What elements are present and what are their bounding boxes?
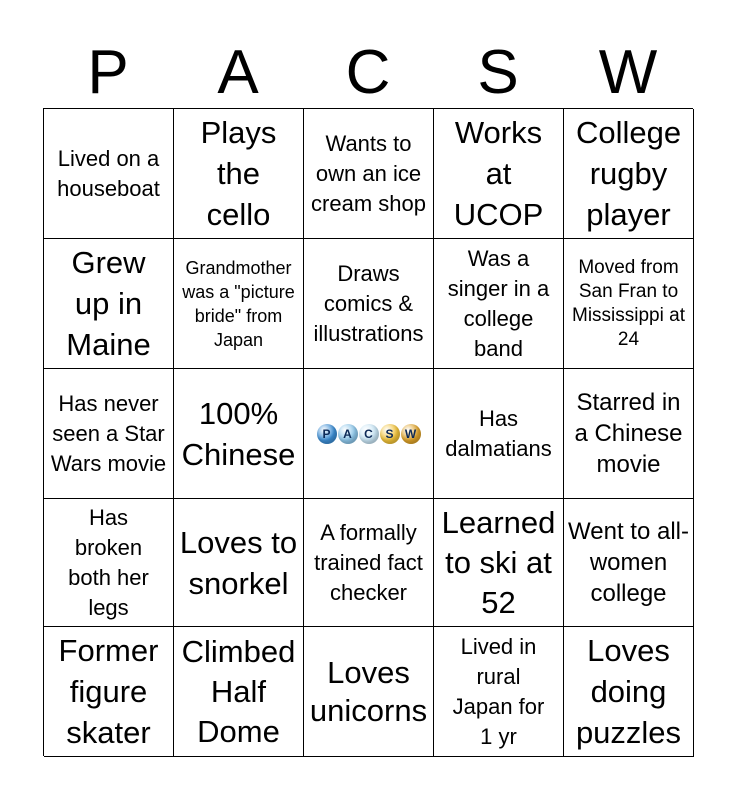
cell-text: 100% Chinese bbox=[181, 395, 296, 472]
cell-text: Works at UCOP bbox=[453, 115, 544, 232]
bingo-cell[interactable] bbox=[304, 627, 434, 757]
cell-text: Learned to ski at 52 bbox=[441, 504, 556, 620]
bingo-cell[interactable] bbox=[174, 499, 304, 627]
bingo-header bbox=[43, 38, 693, 108]
bingo-cell[interactable] bbox=[174, 109, 304, 239]
cell-text: Loves doing puzzles bbox=[575, 633, 682, 750]
header-letter-s: S bbox=[477, 38, 519, 107]
bingo-cell[interactable] bbox=[304, 239, 434, 369]
bingo-cell[interactable] bbox=[44, 369, 174, 499]
bingo-cell[interactable] bbox=[44, 627, 174, 757]
bingo-cell[interactable] bbox=[434, 627, 564, 757]
cell-text: Has never seen a Star Wars movie bbox=[50, 390, 167, 476]
logo-orb-c: C bbox=[359, 424, 379, 444]
bingo-board bbox=[43, 108, 693, 756]
header-letter-c: C bbox=[345, 38, 391, 107]
header-letter-a: A bbox=[217, 38, 259, 107]
free-space[interactable] bbox=[304, 369, 434, 499]
bingo-cell[interactable] bbox=[174, 239, 304, 369]
bingo-cell[interactable] bbox=[44, 499, 174, 627]
cell-text: Draws comics & illustrations bbox=[313, 260, 424, 346]
cell-text: Loves to snorkel bbox=[179, 524, 298, 601]
header-letter-p: P bbox=[87, 38, 129, 107]
cell-text: Starred in a Chinese movie bbox=[574, 389, 683, 478]
bingo-cell[interactable] bbox=[304, 109, 434, 239]
cell-text: Former figure skater bbox=[58, 633, 159, 750]
cell-text: Loves unicorns bbox=[309, 654, 428, 728]
header-letter-w: W bbox=[598, 38, 658, 107]
bingo-cell[interactable] bbox=[44, 109, 174, 239]
bingo-cell[interactable] bbox=[434, 499, 564, 627]
bingo-cell[interactable] bbox=[564, 239, 694, 369]
bingo-cell[interactable] bbox=[564, 499, 694, 627]
cell-text: Wants to own an ice cream shop bbox=[311, 130, 426, 216]
cell-text: Grew up in Maine bbox=[66, 245, 151, 362]
logo-orb-p: P bbox=[317, 424, 337, 444]
bingo-cell[interactable] bbox=[434, 369, 564, 499]
cell-text: Went to all-women college bbox=[568, 518, 689, 607]
bingo-cell[interactable] bbox=[44, 239, 174, 369]
cell-text: Lived in rural Japan for 1 yr bbox=[452, 633, 545, 749]
cell-text: A formally trained fact checker bbox=[314, 519, 423, 605]
bingo-cell[interactable] bbox=[174, 369, 304, 499]
pacsw-logo bbox=[317, 424, 421, 444]
bingo-cell[interactable] bbox=[174, 627, 304, 757]
bingo-cell[interactable] bbox=[564, 369, 694, 499]
bingo-cell[interactable] bbox=[564, 109, 694, 239]
bingo-cell[interactable] bbox=[434, 239, 564, 369]
cell-text: Plays the cello bbox=[200, 115, 277, 232]
cell-text: Lived on a houseboat bbox=[57, 145, 160, 201]
cell-text: College rugby player bbox=[575, 115, 682, 232]
logo-orb-w: W bbox=[401, 424, 421, 444]
logo-orb-s: S bbox=[380, 424, 400, 444]
cell-text: Has dalmatians bbox=[445, 405, 552, 461]
cell-text: Climbed Half Dome bbox=[181, 633, 296, 749]
bingo-cell[interactable] bbox=[304, 499, 434, 627]
cell-text: Grandmother was a "picture bride" from Japan bbox=[182, 257, 295, 350]
cell-text: Was a singer in a college band bbox=[447, 245, 550, 361]
cell-text: Has broken both her legs bbox=[68, 504, 149, 620]
bingo-cell[interactable] bbox=[434, 109, 564, 239]
logo-orb-a: A bbox=[338, 424, 358, 444]
cell-text: Moved from San Fran to Mississippi at 24 bbox=[572, 256, 685, 350]
bingo-cell[interactable] bbox=[564, 627, 694, 757]
